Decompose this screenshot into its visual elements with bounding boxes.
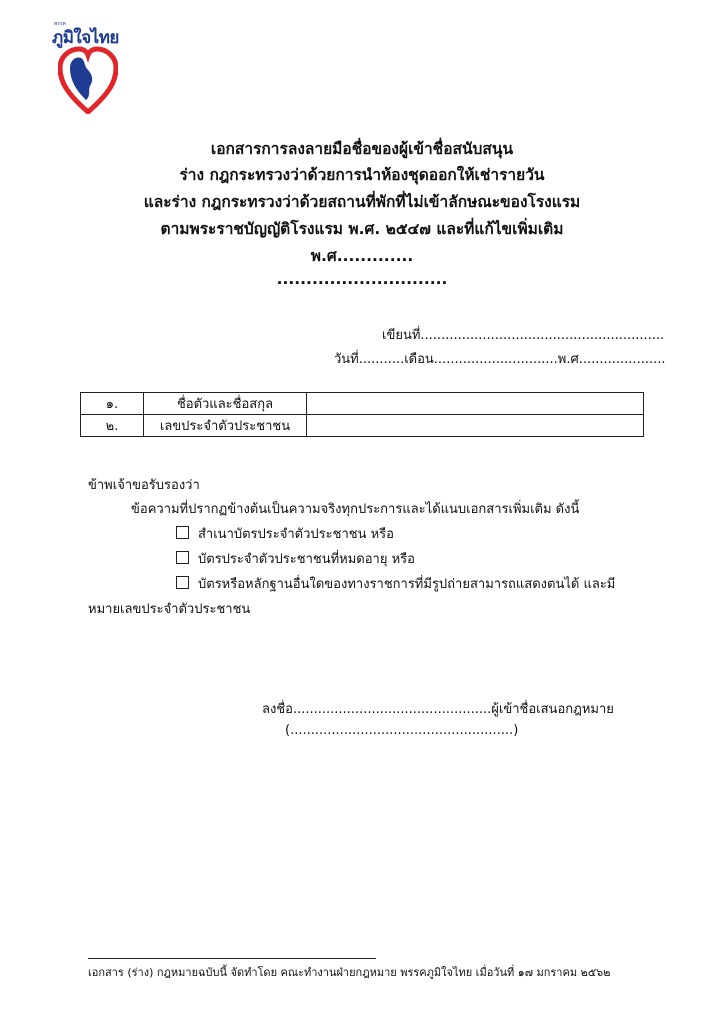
party-logo bbox=[52, 20, 122, 115]
title-line-5: พ.ศ............. bbox=[310, 247, 414, 265]
option-label: สำเนาบัตรประจำตัวประชาชน หรือ bbox=[198, 527, 394, 542]
title-line-1: เอกสารการลงลายมือชื่อของผู้เข้าชื่อสนับสนุน bbox=[210, 140, 514, 158]
certify-statement: ข้อความที่ปรากฏข้างต้นเป็นความจริงทุกประการและได้แนบเอกสารเพิ่มเติม ดังนี้ bbox=[131, 502, 580, 517]
row-number: ๑. bbox=[81, 393, 144, 415]
personal-info-table bbox=[80, 392, 644, 437]
row-number: ๒. bbox=[81, 415, 144, 437]
title-line-6: ............................. bbox=[276, 270, 448, 288]
table-row bbox=[81, 393, 644, 415]
id-number-value-cell[interactable] bbox=[307, 415, 644, 437]
option-label: บัตรหรือหลักฐานอื่นใดของทางราชการที่มีรูปถ่ายสามารถแสดงตนได้ และมี bbox=[198, 577, 616, 592]
title-line-2: ร่าง กฎกระทรวงว่าด้วยการนำห้องชุดออกให้เช่ารายวัน bbox=[179, 166, 545, 184]
table-row bbox=[81, 415, 644, 437]
logo-text: ภูมิใจไทย bbox=[52, 28, 119, 48]
checkbox-icon[interactable] bbox=[176, 576, 189, 589]
written-at-line: เขียนที่........................................................... bbox=[382, 328, 665, 343]
logo-small-text: พรรค bbox=[54, 21, 67, 27]
checkbox-icon[interactable] bbox=[176, 526, 189, 539]
heart-map-icon bbox=[58, 46, 118, 114]
name-value-cell[interactable] bbox=[307, 393, 644, 415]
printed-name-line: (......................................................) bbox=[285, 723, 519, 738]
date-line: วันที่...........เดือน..............................พ.ศ..................... bbox=[334, 352, 666, 367]
footnote-divider bbox=[88, 958, 376, 959]
row-label: ชื่อตัวและชื่อสกุล bbox=[144, 393, 307, 415]
signature-line: ลงชื่อ................................................ผู้เข้าชื่อเสนอกฎหมาย bbox=[262, 702, 614, 717]
option-label: บัตรประจำตัวประชาชนที่หมดอายุ หรือ bbox=[198, 552, 415, 567]
option-item bbox=[176, 548, 415, 569]
option-item bbox=[176, 523, 394, 544]
certify-heading: ข้าพเจ้าขอรับรองว่า bbox=[88, 478, 200, 493]
title-line-3: และร่าง กฎกระทรวงว่าด้วยสถานที่พักที่ไม่เข้าลักษณะของโรงแรม bbox=[143, 193, 581, 211]
row-label: เลขประจำตัวประชาชน bbox=[144, 415, 307, 437]
option-continuation: หมายเลขประจำตัวประชาชน bbox=[88, 602, 251, 617]
checkbox-icon[interactable] bbox=[176, 551, 189, 564]
option-item bbox=[176, 573, 615, 594]
footnote: เอกสาร (ร่าง) กฎหมายฉบับนี้ จัดทำโดย คณะทำงานฝ่ายกฎหมาย พรรคภูมิใจไทย เมื่อวันที่ ๑๗ มกราคม ๒๕๖๒ bbox=[88, 966, 611, 979]
title-line-4: ตามพระราชบัญญัติโรงแรม พ.ศ. ๒๕๔๗ และที่แก้ไขเพิ่มเติม bbox=[160, 220, 564, 238]
